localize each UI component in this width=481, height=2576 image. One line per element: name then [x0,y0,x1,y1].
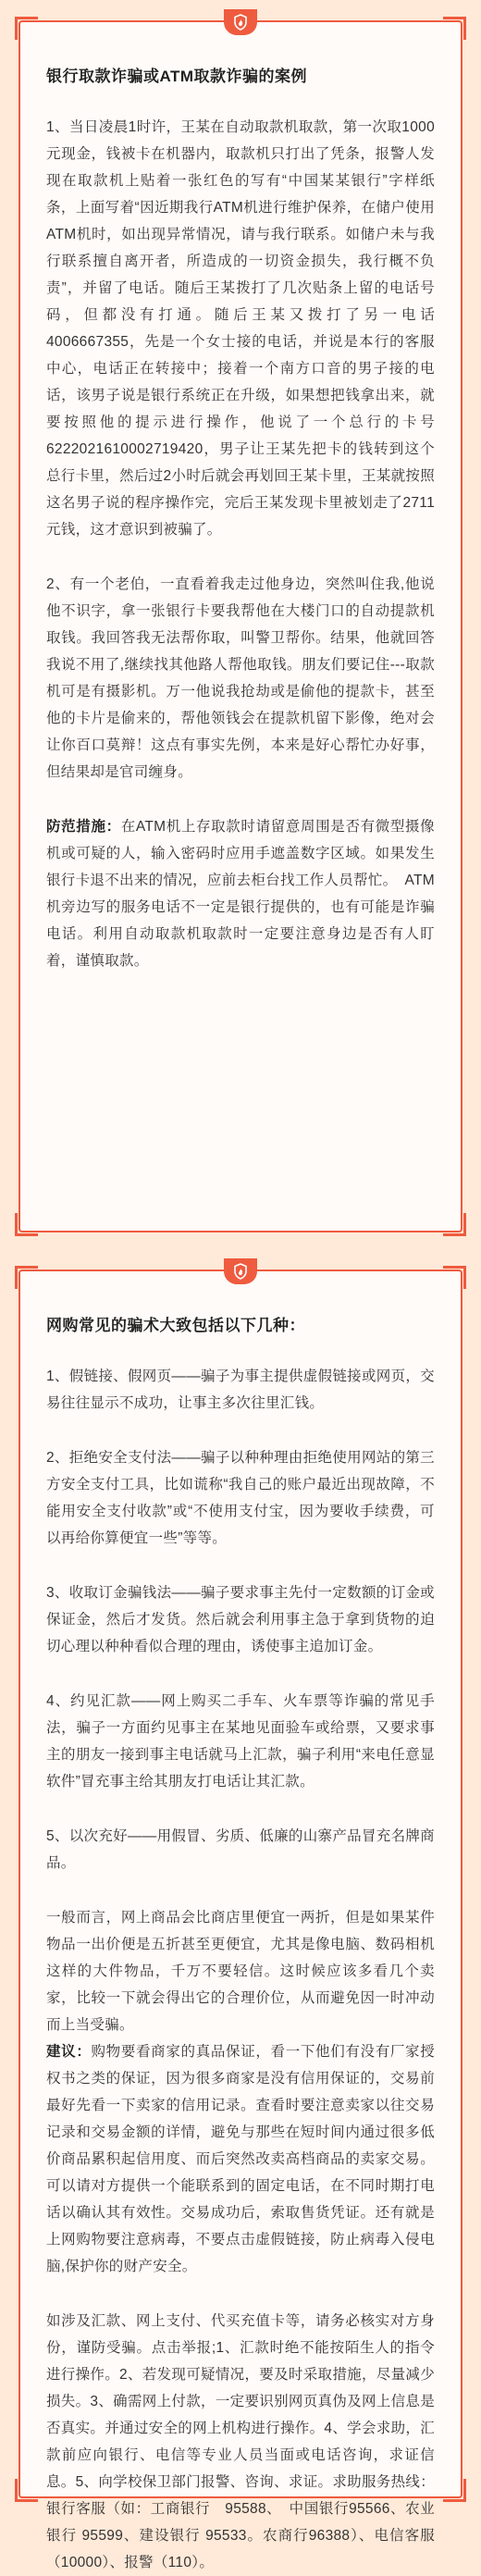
corner-decoration [443,17,466,40]
fire-shield-icon [224,1258,257,1284]
corner-decoration [443,1213,466,1236]
corner-decoration [15,17,38,40]
corner-decoration [15,1266,38,1289]
scam-item: 1、假链接、假网页——骗子为事主提供虚假链接或网页，交易往往显示不成功，让事主多次往里汇钱。 [46,1368,435,1411]
bank-fraud-card [18,20,462,1232]
scam-item: 5、以次充好——用假冒、劣质、低廉的山寨产品冒充名牌商品。 [46,1828,435,1871]
corner-decoration [443,2479,466,2502]
advice-label: 建议： [46,2044,92,2060]
online-shopping-fraud-card [18,1269,462,2570]
corner-decoration [15,1213,38,1236]
card-title: 网购常见的骗术大致包括以下几种： [46,1317,305,1334]
scam-item: 3、收取订金骗钱法——骗子要求事主先付一定数额的订金或保证金，然后才发货。然后就会利用事主急于拿到货物的迫切心理以种种看似合理的理由，诱使事主追加订金。 [46,1585,435,1654]
corner-decoration [15,2479,38,2502]
scam-item: 4、约见汇款——网上购买二手车、火车票等诈骗的常见手法，骗子一方面约见事主在某地见面验车或给票，又要求事主的朋友一接到事主电话就马上汇款，骗子利用“来电任意显软件”冒充事主给其朋友打电话让其汇款。 [46,1693,435,1790]
fire-shield-icon [224,9,257,35]
advice-text: 购物要看商家的真品保证，看一下他们有没有厂家授权书之类的保证，因为很多商家是没有信用保证的，交易前最好先看一下卖家的信用记录。查看时要注意卖家以往交易记录和交易金额的详情，避免与那些在短时间内通过很多低价商品累积起信用度、而后突然改卖高档商品的卖家交易。可以请对方提供一个能联系到的固定电话，在不同时期打电话以确认其有效性。交易成功后，索取售货凭证。还有就是上网购物要注意病毒，不要点击虚假链接，防止病毒入侵电脑,保护你的财产安全。 [46,2044,436,2274]
corner-decoration [443,1266,466,1289]
measures-label: 防范措施： [46,819,121,835]
card-title: 银行取款诈骗或ATM取款诈骗的案例 [46,68,308,85]
advice-intro: 一般而言，网上商品会比商店里便宜一两折，但是如果某件物品一出价便是五折甚至更便宜，尤其是像电脑、数码相机这样的大件物品，千万不要轻信。这时候应该多看几个卖家，比较一下就会得出它的合理价位，从而避免因一时冲动而上当受骗。 [46,1910,435,2033]
case-paragraph: 2、有一个老伯，一直看着我走过他身边，突然叫住我,他说他不识字，拿一张银行卡要我帮他在大楼门口的自动提款机取钱。我回答我无法帮你取，叫警卫帮你。结果，他就回答我说不用了,继续找其他路人帮他取钱。朋友们要记住---取款机可是有摄影机。万一他说我抢劫或是偷他的提款卡，甚至他的卡片是偷来的，帮他领钱会在提款机留下影像，绝对会让你百口莫辩！这点有事实先例，本来是好心帮忙办好事，但结果却是官司缠身。 [46,576,435,780]
advice-paragraph [46,1904,435,2280]
measures-text: 在ATM机上存取款时请留意周围是否有微型摄像机或可疑的人，输入密码时应用手遮盖数字区域。如果发生银行卡退不出来的情况，应前去柜台找工作人员帮忙。 ATM机旁边写的服务电话不一定是银行提供的，也有可能是诈骗电话。利用自动取款机取款时一定要注意身边是否有人盯着，谨慎取款。 [46,819,435,969]
case-paragraph: 1、当日凌晨1时许，王某在自动取款机取款，第一次取1000元现金，钱被卡在机器内，取款机只打出了凭条，报警人发现在取款机上贴着一张红色的写有“中国某某银行”字样纸条，上面写着“因近期我行ATM机进行维护保养，在储户使用ATM机时，如出现异常情况，请与我行联系。如储户未与我行联系擅自离开者，所造成的一切资金损失，我行概不负责”，并留了电话。随后王某拨打了几次贴条上留的电话号码，但都没有打通。随后王某又拨打了另一电话4006667355，先是一个女士接的电话，并说是本行的客服中心，电话正在转接中；接着一个南方口音的男子接的电话，该男子说是银行系统正在升级，如果想把钱拿出来，就要按照他的提示进行操作，他说了一个总行的卡号6222021610002719420，男子让王某先把卡的钱转到这个总行卡里，然后过2小时后就会再划回王某卡里，王某就按照这名男子说的程序操作完，完后王某发现卡里被划走了2711元钱，这才意识到被骗了。 [46,119,435,538]
scam-item: 2、拒绝安全支付法——骗子以种种理由拒绝使用网站的第三方安全支付工具，比如谎称“我自己的账户最近出现故障，不能用安全支付收款”或“不使用支付宝，因为要收手续费，可以再给你算便宜一些”等等。 [46,1450,435,1546]
contact-paragraph: 如涉及汇款、网上支付、代买充值卡等，请务必核实对方身份，谨防受骗。点击举报;1、汇款时绝不能按陌生人的指令进行操作。2、若发现可疑情况，要及时采取措施，尽量减少损失。3、确需网上付款，一定要识别网页真伪及网上信息是否真实。并通过安全的网上机构进行操作。4、学会求助，汇款前应向银行、电信等专业人员当面或电话咨询，求证信息。5、向学校保卫部门报警、咨询、求证。求助服务热线：银行客服（如：工商银行 95588、 中国银行95566、农业银行 95599、建设银行 95533。农商行96388）、电信客服（10000）、报警（110）。 [46,2313,435,2570]
measures-paragraph [46,813,435,974]
